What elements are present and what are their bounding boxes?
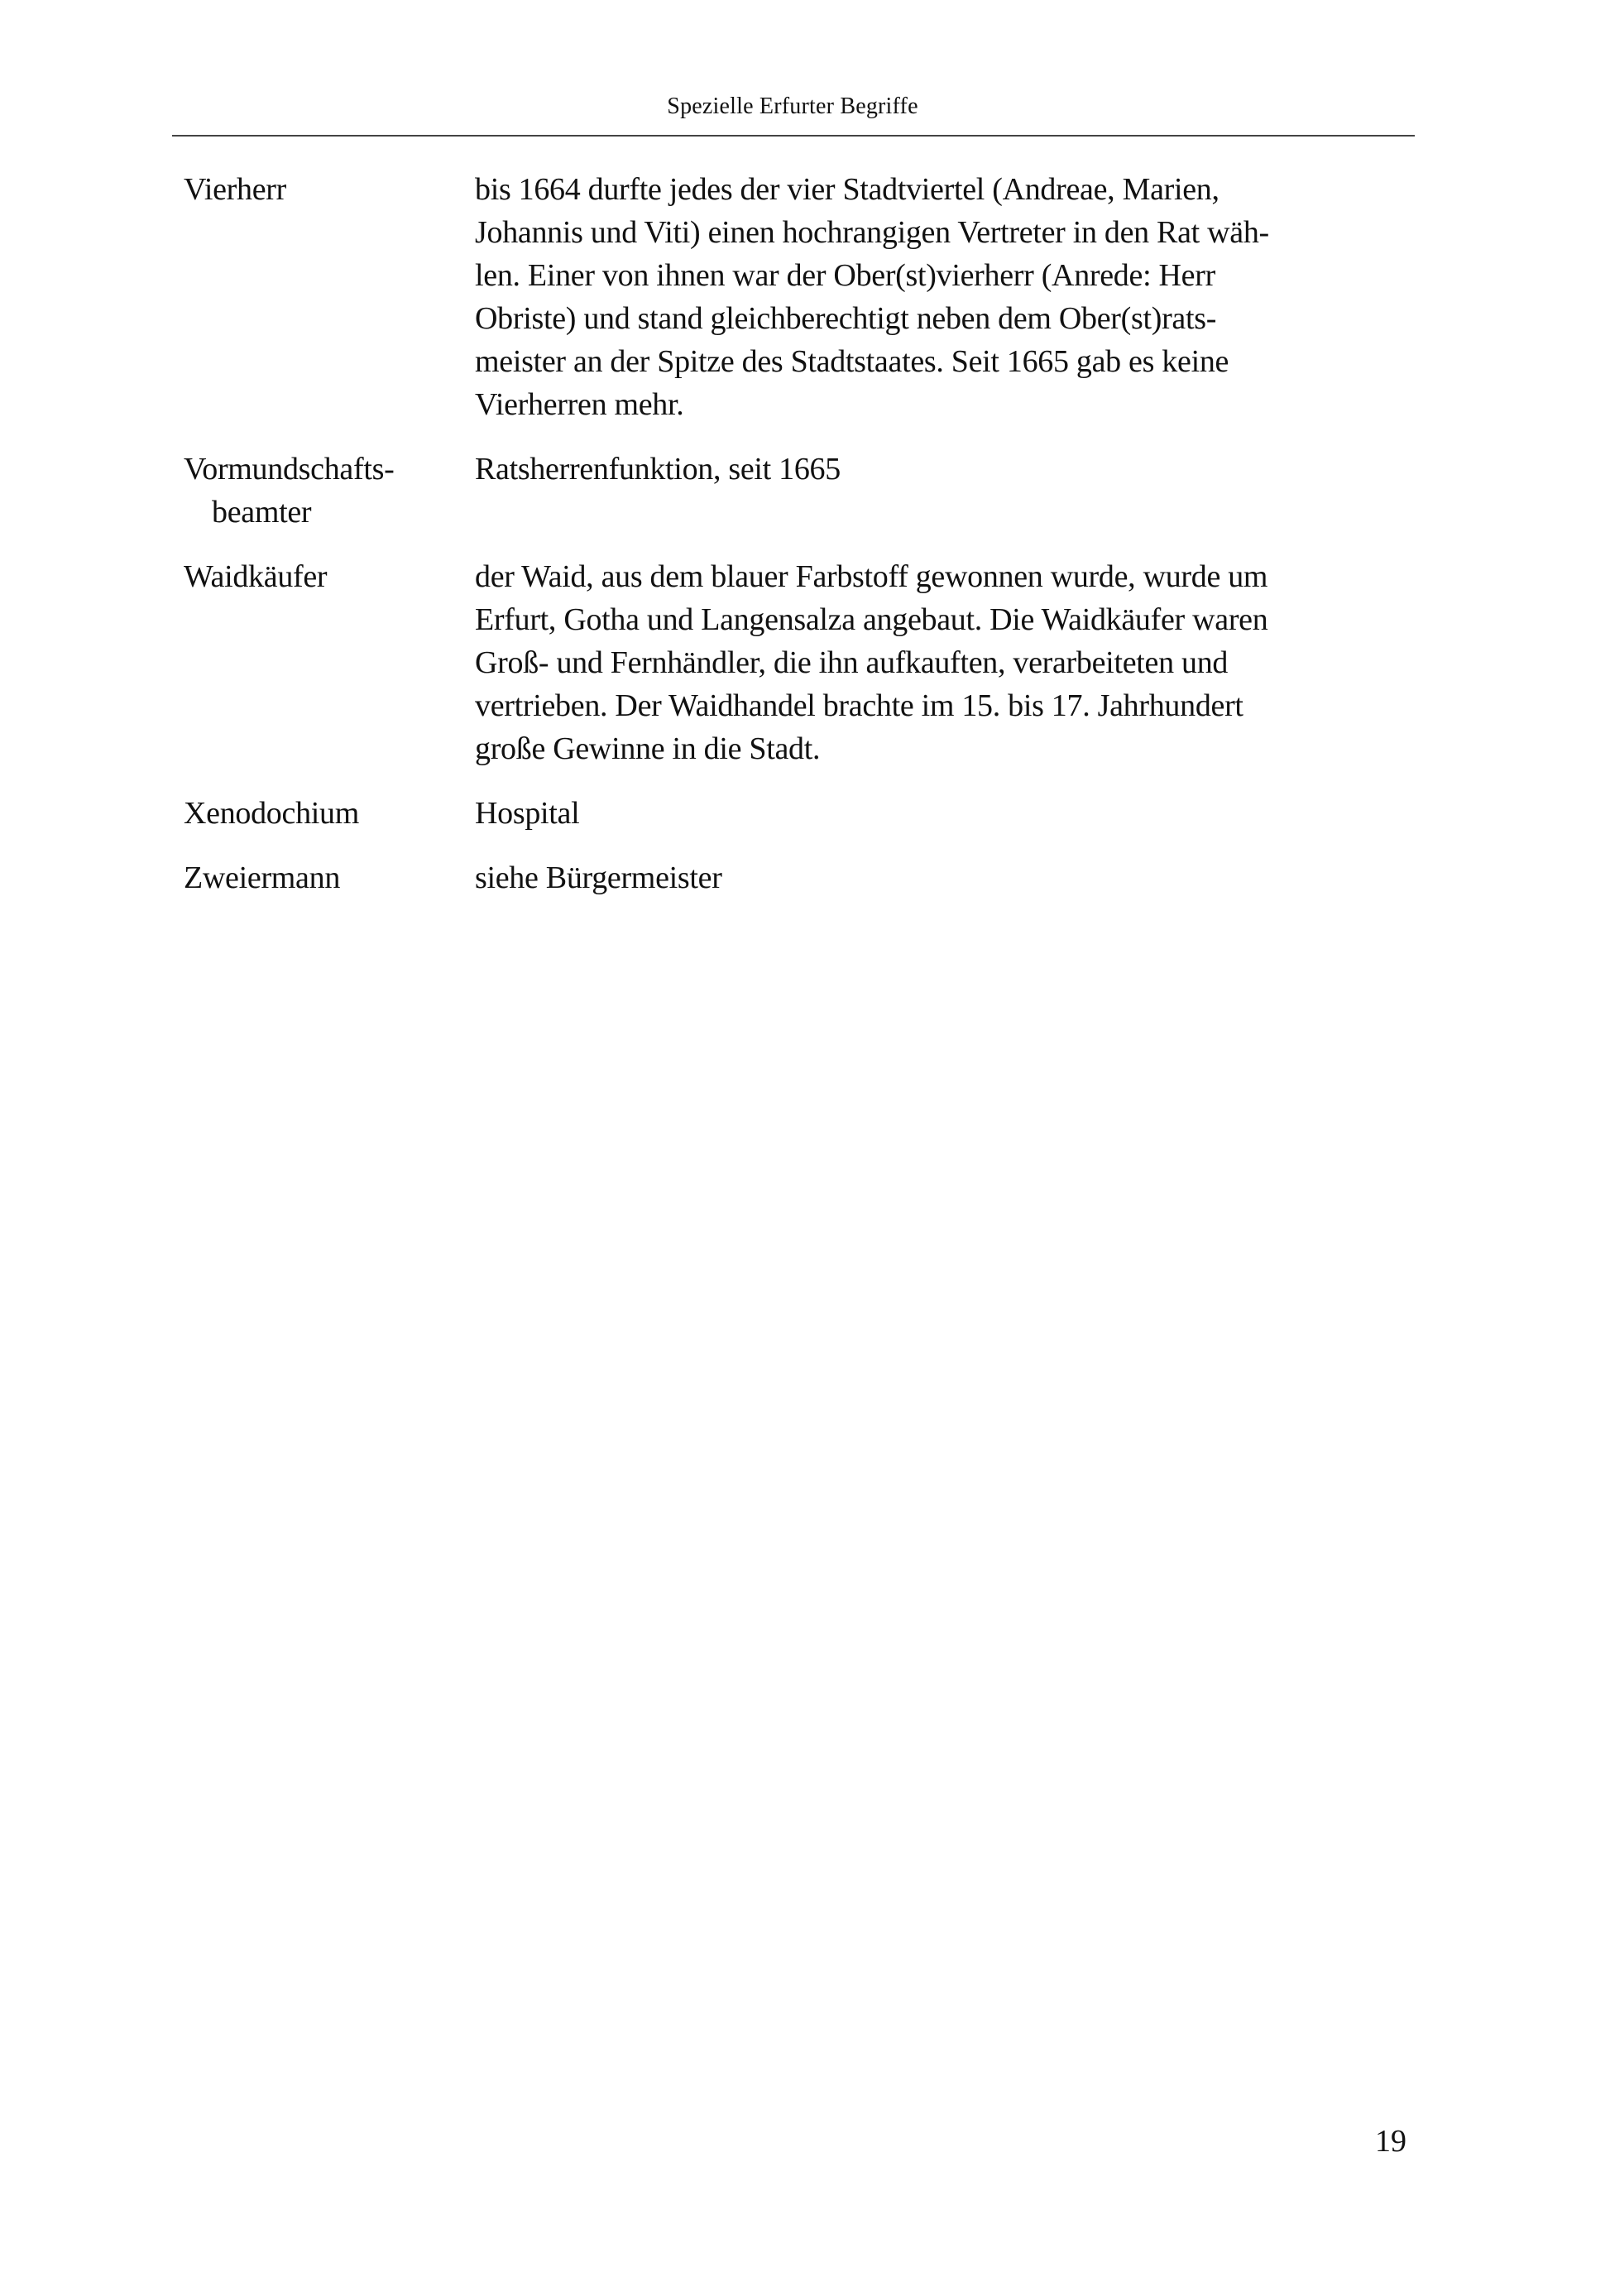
definition-line: siehe Bürgermeister [475, 860, 722, 895]
header-rule-divider [172, 135, 1415, 137]
definition-line: len. Einer von ihnen war der Ober(st)vierherr (Anrede: Herr [475, 258, 1215, 293]
glossary-entry-xenodochium [184, 792, 1408, 835]
definition-line: Obriste) und stand gleichberechtigt neben dem Ober(st)rats- [475, 301, 1217, 336]
definition-line: meister an der Spitze des Stadtstaates. Seit 1665 gab es keine [475, 344, 1229, 379]
definition-line: bis 1664 durfte jedes der vier Stadtviertel (Andreae, Marien, [475, 172, 1219, 207]
definition-line: Vierherren mehr. [475, 387, 684, 422]
term-text: Zweiermann [184, 860, 341, 895]
entry-definition [475, 168, 1408, 426]
running-head-title: Spezielle Erfurter Begriffe [667, 93, 918, 119]
entry-definition [475, 856, 1408, 899]
entry-definition [475, 448, 1408, 534]
definition-line: vertrieben. Der Waidhandel brachte im 15. bis 17. Jahrhundert [475, 688, 1243, 723]
definition-line: Johannis und Viti) einen hochrangigen Vertreter in den Rat wäh- [475, 215, 1269, 250]
definition-line: große Gewinne in die Stadt. [475, 731, 821, 766]
glossary-entry-vierherr [184, 168, 1408, 426]
page-number: 19 [1375, 2124, 1406, 2159]
term-text: Vierherr [184, 172, 287, 207]
entry-term [184, 792, 475, 835]
entry-definition [475, 792, 1408, 835]
glossary-entry-waidkaeufer [184, 555, 1408, 770]
entry-term [184, 856, 475, 899]
entry-term [184, 448, 475, 534]
definition-line: Erfurt, Gotha und Langensalza angebaut. Die Waidkäufer waren [475, 602, 1268, 637]
entry-term [184, 168, 475, 426]
glossary-entry-vormundschaftsbeamter [184, 448, 1408, 534]
glossary-list [184, 168, 1408, 921]
definition-line: Hospital [475, 796, 580, 831]
term-text-continuation: beamter [212, 495, 312, 530]
term-text: Vormundschafts- [184, 452, 395, 487]
term-text: Xenodochium [184, 796, 359, 831]
term-text: Waidkäufer [184, 559, 328, 594]
entry-definition [475, 555, 1408, 770]
definition-line: der Waid, aus dem blauer Farbstoff gewonnen wurde, wurde um [475, 559, 1268, 594]
glossary-entry-zweiermann [184, 856, 1408, 899]
definition-line: Ratsherrenfunktion, seit 1665 [475, 452, 841, 487]
entry-term [184, 555, 475, 770]
definition-line: Groß- und Fernhändler, die ihn aufkauften, verarbeiteten und [475, 645, 1229, 680]
